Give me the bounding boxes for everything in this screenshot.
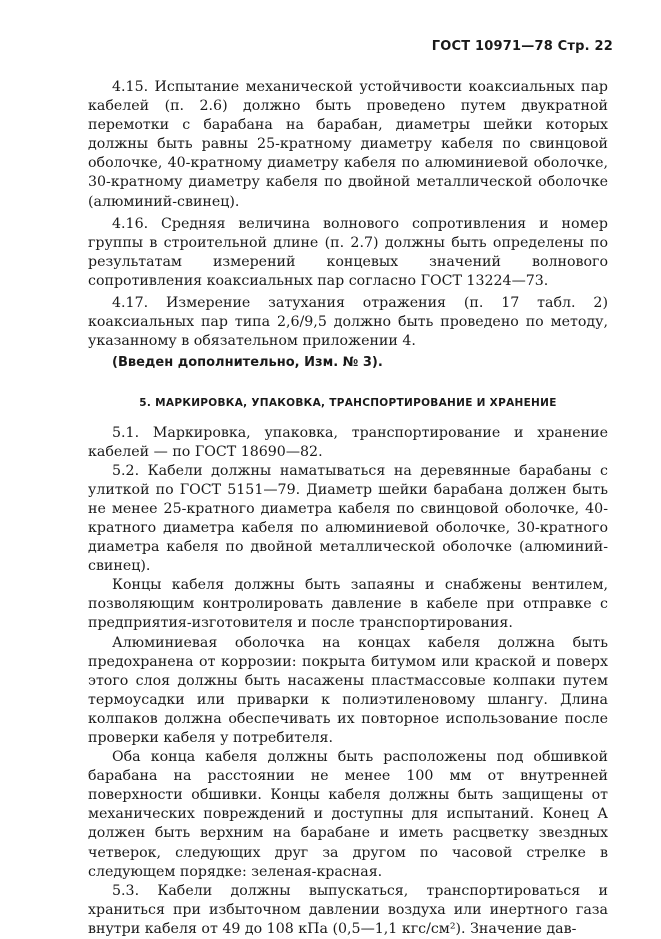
- amendment-note: (Введен дополнительно, Изм. № 3).: [112, 355, 383, 371]
- paragraph-5-2-placement: Оба конца кабеля должны быть расположены под обшивкой барабана на расстоянии не менее 100 мм от внутренней поверхности обшивки. Концы кабеля должны быть защищены от механических повреждений и доступны для испытаний. Конец А должен быть верхним на барабане и иметь расцветку звездных четверок, следующих друг за другом по часовой стрелке в следующем порядке: зеленая-красная.: [88, 749, 608, 880]
- document-body: [88, 78, 608, 939]
- paragraph-4-16: 4.16. Средняя величина волнового сопротивления и номер группы в строительной длине (п. 2.7) должны быть определены по результатам измерений концевых значений волнового сопротивления коаксиальных пар согласно ГОСТ 13224—73.: [88, 215, 608, 289]
- paragraph-5-2-aluminium: Алюминиевая оболочка на концах кабеля должна быть предохранена от коррозии: покрыта битумом или краской и поверх этого слоя должны быть насажены пластмассовые колпаки путем термоусадки или приварки к полиэтиленовому шлангу. Длина колпаков должна обеспечивать их повторное использование после проверки кабеля у потребителя.: [88, 634, 608, 746]
- paragraph-4-15: 4.15. Испытание механической устойчивости коаксиальных пар кабелей (п. 2.6) должно быть проведено путем двукратной перемотки с барабана на барабан, диаметры шейки которых должны быть равны 25-кратному диаметру кабеля по свинцовой оболочке, 40-кратному диаметру кабеля по алюминиевой оболочке, 30-кратному диаметру кабеля по двойной металлической оболочке (алюминий-свинец).: [88, 79, 608, 210]
- paragraph-5-2-ends: Концы кабеля должны быть запаяны и снабжены вентилем, позволяющим контролировать давление в кабеле при отправке с предприятия-изготовителя и после транспортирования.: [88, 577, 608, 632]
- paragraph-5-1: 5.1. Маркировка, упаковка, транспортирование и хранение кабелей — по ГОСТ 18690—82.: [88, 424, 608, 460]
- paragraph-5-2: 5.2. Кабели должны наматываться на деревянные барабаны с улиткой по ГОСТ 5151—79. Диаметр шейки барабана должен быть не менее 25-кратного диаметра кабеля по свинцовой оболочке, 40-кратного диаметра кабеля по алюминиевой оболочке, 30-кратного диаметра кабеля по двойной металлической оболочке (алюминий-свинец).: [88, 462, 608, 575]
- paragraph-4-17: 4.17. Измерение затухания отражения (п. 17 табл. 2) коаксиальных пар типа 2,6/9,5 должно быть проведено по методу, указанному в обязательном приложении 4.: [88, 295, 608, 350]
- section-title: 5. МАРКИРОВКА, УПАКОВКА, ТРАНСПОРТИРОВАНИЕ И ХРАНЕНИЕ: [139, 397, 557, 410]
- paragraph-5-3: 5.3. Кабели должны выпускаться, транспортироваться и храниться при избыточном давлении воздуха или инертного газа внутри кабеля от 49 до 108 кПа (0,5—1,1 кгс/см²). Значение дав-: [88, 882, 608, 937]
- page-header: ГОСТ 10971—78 Стр. 22: [431, 39, 613, 54]
